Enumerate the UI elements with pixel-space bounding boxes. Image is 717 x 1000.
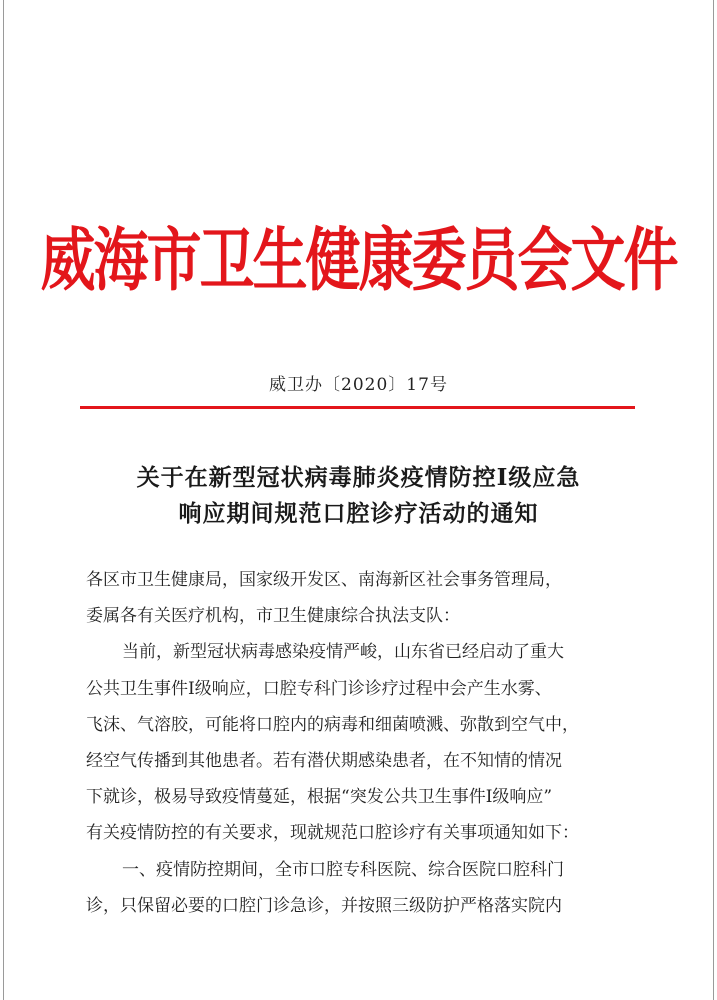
document-body [86, 562, 646, 924]
notice-title-line-1: 关于在新型冠状病毒肺炎疫情防控Ⅰ级应急 [136, 464, 581, 491]
document-header-title: 威海市卫生健康委员会文件 [40, 218, 677, 300]
document-number: 威卫办〔2020〕17号 [269, 375, 448, 395]
body-line: 诊，只保留必要的口腔门诊急诊，并按照三级防护严格落实院内 [86, 895, 562, 916]
recipients-line-2: 委属各有关医疗机构，市卫生健康综合执法支队： [86, 606, 460, 627]
body-line: 一、疫情防控期间，全市口腔专科医院、综合医院口腔科门 [122, 859, 564, 880]
body-line: 当前，新型冠状病毒感染疫情严峻，山东省已经启动了重大 [122, 642, 564, 663]
notice-title-line-2: 响应期间规范口腔诊疗活动的通知 [178, 500, 539, 527]
notice-title [0, 460, 717, 532]
body-line: 公共卫生事件Ⅰ级响应，口腔专科门诊诊疗过程中会产生水雾、 [86, 678, 552, 699]
body-line: 飞沫、气溶胶，可能将口腔内的病毒和细菌喷溅、弥散到空气中， [86, 714, 579, 735]
body-line: 经空气传播到其他患者。若有潜伏期感染患者，在不知情的情况 [86, 751, 562, 772]
red-divider-line [80, 406, 635, 409]
body-line: 下就诊，极易导致疫情蔓延，根据“突发公共卫生事件Ⅰ级响应” [86, 787, 553, 808]
recipients-line-1: 各区市卫生健康局，国家级开发区、南海新区社会事务管理局， [86, 570, 562, 590]
body-line: 有关疫情防控的有关要求，现就规范口腔诊疗有关事项通知如下： [86, 823, 579, 844]
